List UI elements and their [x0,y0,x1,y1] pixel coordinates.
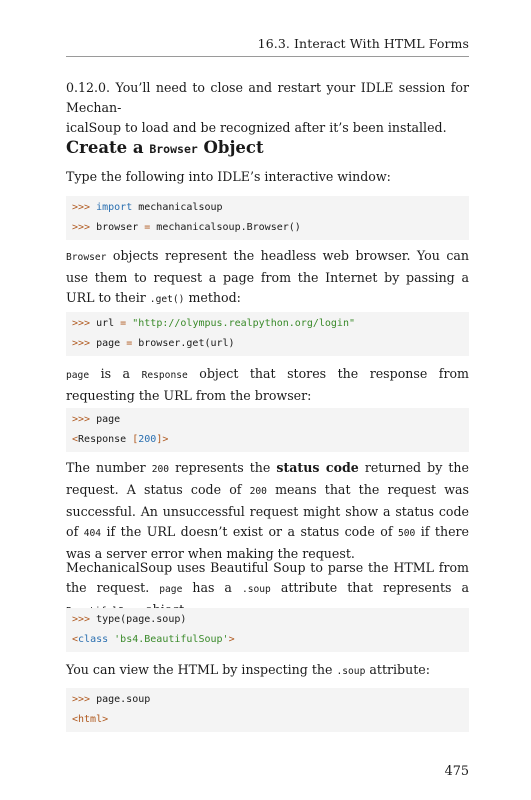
section-heading: Create a Browser Object [66,138,264,157]
paragraph-browser-objects: Browser objects represent the headless web browser. You can use them to request a page from the Internet by passing a URL to their .get() method: [66,248,469,305]
code-line: <html> [72,714,109,725]
intro-line-1: 0.12.0. You’ll need to close and restart your IDLE session for Mechan- [66,80,469,115]
code-line: <class 'bs4.BeautifulSoup'> [72,634,235,645]
paragraph-beautiful-soup: MechanicalSoup uses Beautiful Soup to parse the HTML from the request. page has a .soup attribute that represents a [66,560,470,595]
heading-code: Browser [149,142,198,156]
code-line: >>> import mechanicalsoup [72,202,223,213]
code-block-5 [66,688,469,732]
code-line: >>> browser = mechanicalsoup.Browser() [72,222,301,233]
code-line: >>> page.soup [72,694,151,705]
code-block-2 [66,312,469,356]
intro-line-2: icalSoup to load and be recognized after it’s been installed. [66,120,447,135]
code-line: >>> url = "http://olympus.realpython.org/login" [72,318,355,329]
page-number: 475 [444,764,469,779]
paragraph-type-following: Type the following into IDLE’s interactive window: [66,169,391,184]
paragraph-status-code: The number 200 represents the status code returned by the request. A status code of 200 means that the request was successful. An unsuccessful request might show a status code of 404 if the URL doesn’t exist or a status code of 500 if there was a server error when making the request. [66,460,470,561]
running-header: 16.3. Interact With HTML Forms [66,36,469,57]
code-line: >>> page = browser.get(url) [72,338,235,349]
code-line: >>> type(page.soup) [72,614,187,625]
paragraph-view-html: You can view the HTML by inspecting the .soup attribute: [66,662,430,677]
code-block-1 [66,196,469,240]
code-block-3 [66,408,469,452]
paragraph-intro [66,78,469,138]
status-code-term: status code [276,460,359,475]
code-block-4 [66,608,469,652]
paragraph-response-object: page is a Response object that stores the response from requesting the URL from the browser: [66,366,470,403]
code-line: >>> page [72,414,121,425]
code-line: <Response [200]> [72,434,169,445]
